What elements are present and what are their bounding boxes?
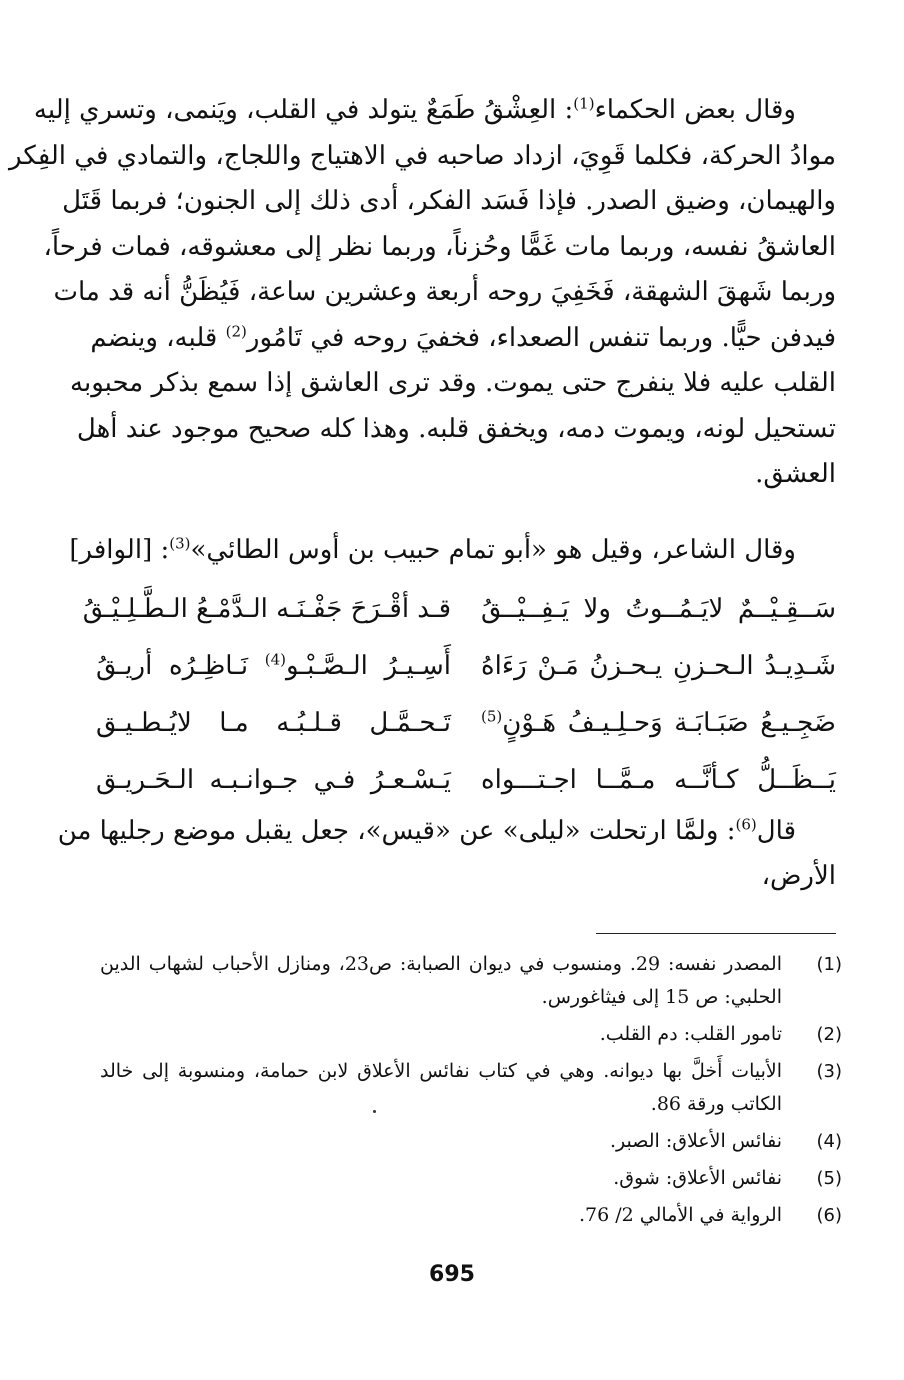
paragraph-line: موادُ الحركة، فكلما قَوِيَ، ازداد صاحبه في الاهتياج واللجاج، والتمادي في الفِكر bbox=[9, 140, 836, 171]
footnote-number: (4) bbox=[816, 1131, 842, 1152]
paragraph-line: العشق. bbox=[755, 459, 836, 489]
poem-verse bbox=[96, 638, 836, 695]
footnote bbox=[100, 1199, 842, 1232]
footnote-number: (6) bbox=[816, 1205, 842, 1226]
footnote bbox=[100, 1018, 842, 1051]
footnote bbox=[100, 1162, 842, 1195]
footnote-ref[interactable]: (5) bbox=[481, 707, 503, 726]
paragraph-line: الأرض، bbox=[761, 861, 836, 891]
paragraph-line: العاشقُ نفسه، وربما مات غَمًّا وحُزناً، وربما نظر إلى معشوقه، فمات فرحاً، bbox=[43, 231, 836, 262]
verse-first-hemistich: سَــقِـيْــمٌ لايَـمُــوتُ ولا يَـفِــيْــقُ bbox=[481, 594, 836, 624]
footnote-number: (5) bbox=[816, 1168, 842, 1189]
page-body bbox=[9, 88, 836, 900]
verse-first-hemistich: شَـدِيـدُ الـحـزنِ يـحـزنُ مَـنْ رَءَاهُ bbox=[481, 651, 836, 681]
footnote-ref[interactable]: (6) bbox=[735, 814, 757, 833]
footnote bbox=[100, 1055, 842, 1121]
verse-first-hemistich: ضَجِـيـعُ صَبَـابَـة وَحـلِـيـفُ هَـوْنٍ$^{(5)}$ bbox=[481, 707, 836, 738]
verse-second-hemistich: قـد أقْـرَحَ جَفْـنَـه الـدَّمْـعُ الـطَّـلِـيْـقُ bbox=[82, 594, 451, 624]
footnote-text: المصدر نفسه: 29. ومنسوب في ديوان الصبابة: ص23، ومنازل الأحباب لشهاب الدين الحلبي: ص 15 إلى فيثاغورس. bbox=[100, 953, 782, 1008]
footnote-text: الرواية في الأمالي 2/ 76. bbox=[578, 1204, 782, 1226]
poem-verse bbox=[82, 581, 836, 638]
poem-intro: وقال الشاعر، وقيل هو «أبو تمام حبيب بن أوس الطائي»$^{(3)}$: [الوافر] bbox=[69, 533, 796, 565]
paragraph-line: وربما شَهقَ الشهقة، فَخَفِيَ روحه أربعة وعشرين ساعة، فَيُظَنُّ أنه قد مات bbox=[53, 277, 836, 307]
poem bbox=[82, 581, 836, 809]
paragraph-line: وقال بعض الحكماء$^{(1)}$: العِشْقُ طَمَعٌ يتولد في القلب، ويَنمى، وتسري إليه bbox=[33, 94, 796, 125]
footnote-ref[interactable]: (4) bbox=[264, 650, 287, 669]
poem-verse bbox=[96, 752, 836, 809]
verse-second-hemistich: تَـحـمَّـل قـلـبُـه مـا لايُـطـيـق bbox=[96, 708, 451, 738]
footnote-text: الأبيات أَخلَّ بها ديوانه. وهي في كتاب نفائس الأعلاق لابن حمامة، ومنسوبة إلى خالد الكاتب ورقة 86. bbox=[100, 1060, 782, 1115]
verse-second-hemistich: أَسِـيـرُ الـصَّـبْـو$^{(4)}$ نَـاظِـرُه أريـقُ bbox=[96, 650, 451, 681]
footnote-text: نفائس الأعلاق: الصبر. bbox=[609, 1130, 782, 1152]
footnote-ref[interactable]: (3) bbox=[169, 533, 191, 552]
footnote-number: (3) bbox=[816, 1061, 842, 1082]
footnote bbox=[100, 1125, 842, 1158]
footnote-number: (1) bbox=[816, 954, 842, 975]
footnote bbox=[100, 948, 842, 1014]
paragraph-line: القلب عليه فلا ينفرج حتى يموت. وقد ترى العاشق إذا سمع بذكر محبوبه bbox=[70, 368, 836, 398]
footnote-text: نفائس الأعلاق: شوق. bbox=[613, 1167, 782, 1189]
paragraph-line: تستحيل لونه، ويموت دمه، ويخفق قلبه. وهذا كله صحيح موجود عند أهل bbox=[76, 413, 836, 444]
paragraph-1 bbox=[9, 88, 836, 498]
footnote-separator bbox=[596, 933, 836, 934]
page-number: 695 bbox=[429, 1262, 475, 1287]
poem-verse bbox=[96, 695, 836, 752]
footnotes bbox=[100, 948, 842, 1236]
footnote-text: تامور القلب: دم القلب. bbox=[599, 1023, 782, 1045]
paragraph-line: فيدفن حيًّا. وربما تنفس الصعداء، فخفيَ روحه في تَامُور$^{(2)}$ قلبه، وينضم bbox=[90, 321, 836, 353]
footnote-ref[interactable]: (2) bbox=[225, 321, 247, 340]
footnote-number: (2) bbox=[816, 1024, 842, 1045]
paragraph-line: قال$^{(6)}$: ولمَّا ارتحلت «ليلى» عن «قيس»، جعل يقبل موضع رجليها من bbox=[57, 814, 796, 846]
verse-second-hemistich: يَـسْـعـرُ فـي جـوانـبـه الـحَـريـق bbox=[96, 765, 451, 795]
paragraph-2 bbox=[57, 809, 836, 900]
speck bbox=[373, 1110, 376, 1113]
footnote-ref[interactable]: (1) bbox=[573, 94, 595, 113]
verse-first-hemistich: يَــظَــلُّ كـأنَّــه مـمَّــا اجـتـــواه bbox=[481, 765, 836, 795]
paragraph-line: والهيمان، وضيق الصدر. فإذا فَسَد الفكر، أدى ذلك إلى الجنون؛ فربما قَتَل bbox=[62, 186, 836, 216]
